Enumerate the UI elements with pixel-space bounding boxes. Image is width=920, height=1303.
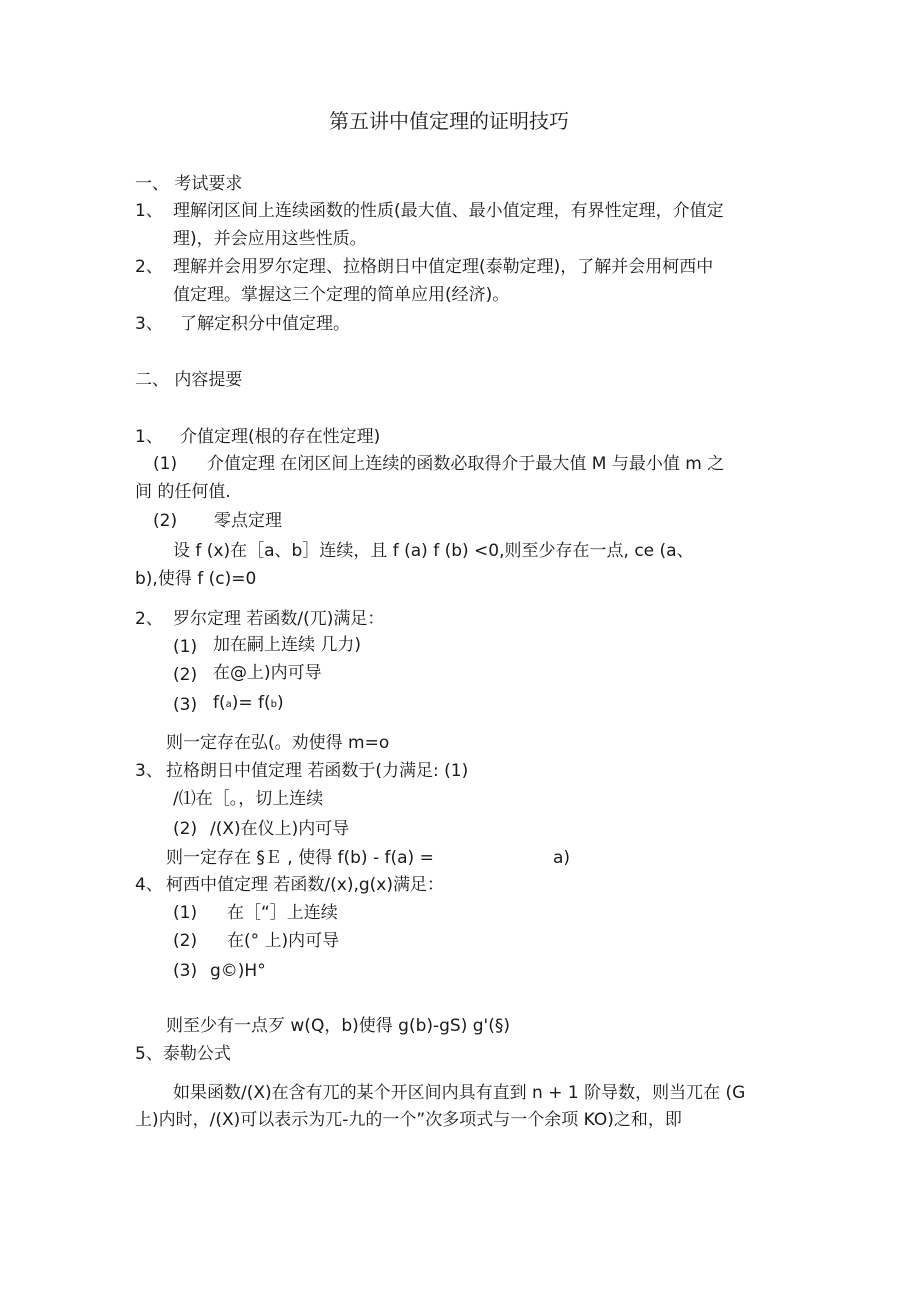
condition-text: g©)H° — [210, 961, 266, 981]
condition-text: 在@上)内可导 — [213, 663, 322, 683]
condition-number: (2) — [173, 931, 198, 951]
sub-item-number: (1) — [153, 454, 178, 474]
list-item-text: 理解并会用罗尔定理、拉格朗日中值定理(泰勒定理)，了解并会用柯西中 — [173, 257, 714, 277]
list-item-text: 值定理。掌握这三个定理的简单应用(经济)。 — [173, 285, 510, 305]
section-heading-summary: 二、 内容提要 — [135, 370, 243, 390]
list-item-text: 理)，并会应用这些性质。 — [173, 229, 367, 249]
section-heading-requirements: 一、 考试要求 — [135, 174, 243, 194]
conclusion-text: 则至少有一点歹 w(Q，b)使得 g(b)-gS) g'(§) — [166, 1016, 510, 1036]
list-item-number: 2、 — [135, 257, 163, 277]
list-item-text: 理解闭区间上连续函数的性质(最大值、最小值定理，有界性定理，介值定 — [173, 201, 724, 221]
formula-part: )= f( — [231, 693, 271, 713]
condition-number: (3) — [173, 961, 198, 981]
condition-number: (1) — [173, 637, 198, 657]
paragraph-text: 间 的任何值. — [135, 482, 231, 502]
paragraph-text: 上)内时，/(X)可以表示为兀-九的一个”次多项式与一个余项 KO)之和，即 — [135, 1110, 682, 1130]
condition-text: 在(° 上)内可导 — [227, 931, 340, 951]
list-item-text: 了解定积分中值定理。 — [180, 314, 350, 334]
list-item-number: 3、 — [135, 314, 163, 334]
condition-text: /(X)在仪上)内可导 — [210, 819, 350, 839]
condition-number: (2) — [173, 665, 198, 685]
condition-number: (2) — [173, 819, 198, 839]
list-item-number: 1、 — [135, 201, 163, 221]
conclusion-text: 则一定存在 §Ｅ , 使得 f(b) - f(a) = — [166, 848, 434, 868]
theorem-title: 5、泰勒公式 — [135, 1044, 231, 1064]
theorem-title: 罗尔定理 若函数/(兀)满足： — [173, 609, 385, 629]
condition-number: (3) — [173, 695, 198, 715]
page-title: 第五讲中值定理的证明技巧 — [329, 109, 569, 133]
formula-part: ) — [277, 693, 284, 713]
condition-text: 在［“］上连续 — [227, 903, 338, 923]
theorem-number: 1、 — [135, 427, 163, 447]
condition-text: /⑴在［。，切上连续 — [173, 789, 324, 809]
paragraph-text: 如果函数/(X)在含有兀的某个开区间内具有直到 n + 1 阶导数，则当兀在 (G — [173, 1083, 746, 1103]
sub-item-title: 零点定理 — [214, 511, 282, 531]
formula-subscript: a — [225, 699, 232, 710]
theorem-number: 2、 — [135, 609, 163, 629]
paragraph-text: b),使得 f (c)=0 — [135, 569, 257, 589]
condition-formula — [213, 692, 284, 716]
condition-text: 加在嗣上连续 几力) — [213, 635, 362, 655]
condition-number: (1) — [173, 903, 198, 923]
sub-item-number: (2) — [153, 511, 178, 531]
formula-subscript: b — [270, 699, 278, 710]
theorem-title: 柯西中值定理 若函数/(x),g(x)满足： — [166, 875, 444, 895]
paragraph-text: 介值定理 在闭区间上连续的函数必取得介于最大值 M 与最小值 m 之 — [207, 454, 725, 474]
theorem-number: 4、 — [135, 875, 163, 895]
conclusion-text: 则一定存在弘(。劝使得 m=o — [166, 733, 390, 753]
theorem-number: 3、 — [135, 761, 163, 781]
formula-part: f( — [213, 693, 226, 713]
paragraph-text: 设 f (x)在［a、b］连续，且 f (a) f (b) <0,则至少存在一点, ce (a、 — [173, 541, 694, 561]
theorem-title: 拉格朗日中值定理 若函数于(力满足: (1) — [166, 761, 469, 781]
theorem-title: 介值定理(根的存在性定理) — [180, 427, 381, 447]
conclusion-text: a) — [553, 848, 571, 868]
